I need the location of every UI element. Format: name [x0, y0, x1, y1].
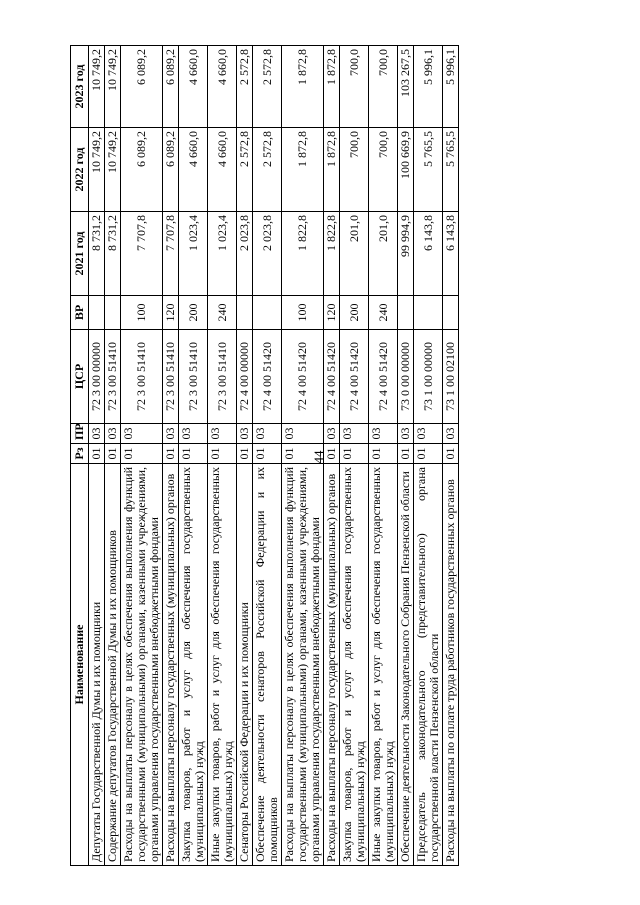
cell-pr: 03 — [89, 424, 105, 444]
cell-vr: 100 — [121, 296, 163, 330]
cell-csr: 72 3 00 51410 — [105, 330, 121, 424]
cell-2023: 4 660,0 — [208, 46, 237, 128]
cell-2022: 100 669,9 — [398, 128, 414, 212]
table-header-row — [71, 46, 89, 866]
rotated-table-container — [70, 46, 630, 866]
cell-rz: 01 — [208, 444, 237, 464]
budget-table — [70, 45, 459, 866]
cell-pr: 03 — [398, 424, 414, 444]
cell-pr: 03 — [282, 424, 324, 444]
cell-csr: 72 4 00 51420 — [253, 330, 282, 424]
cell-2021: 1 822,8 — [324, 212, 340, 296]
header-name: Наименование — [71, 464, 89, 866]
cell-pr: 03 — [340, 424, 369, 444]
header-2021: 2021 год — [71, 212, 89, 296]
cell-rz: 01 — [282, 444, 324, 464]
cell-csr: 72 4 00 51420 — [282, 330, 324, 424]
table-row — [340, 46, 369, 866]
cell-vr — [105, 296, 121, 330]
cell-2023: 2 572,8 — [253, 46, 282, 128]
cell-2021: 2 023,8 — [237, 212, 253, 296]
table-body — [89, 46, 459, 866]
cell-pr: 03 — [324, 424, 340, 444]
cell-name: Закупка товаров, работ и услуг для обеспечения государственных (муниципальных) нужд — [179, 464, 208, 866]
cell-pr: 03 — [369, 424, 398, 444]
cell-2023: 700,0 — [369, 46, 398, 128]
cell-2022: 1 872,8 — [324, 128, 340, 212]
cell-name: Закупка товаров, работ и услуг для обеспечения государственных (муниципальных) нужд — [340, 464, 369, 866]
cell-csr: 72 3 00 00000 — [89, 330, 105, 424]
cell-2022: 1 872,8 — [282, 128, 324, 212]
cell-name: Расходы на выплаты персоналу в целях обеспечения выполнения функций государственными (муниципальными) органами, казенными учреждениями, органами управления государственными внебюджетными фондами — [282, 464, 324, 866]
table-row — [282, 46, 324, 866]
cell-rz: 01 — [89, 444, 105, 464]
cell-pr: 03 — [179, 424, 208, 444]
cell-pr: 03 — [121, 424, 163, 444]
cell-2023: 1 872,8 — [324, 46, 340, 128]
cell-csr: 72 4 00 00000 — [237, 330, 253, 424]
cell-pr: 03 — [163, 424, 179, 444]
header-csr: ЦСР — [71, 330, 89, 424]
cell-2021: 6 143,8 — [443, 212, 459, 296]
header-vr: ВР — [71, 296, 89, 330]
table-row — [324, 46, 340, 866]
cell-2022: 10 749,2 — [105, 128, 121, 212]
cell-rz: 01 — [340, 444, 369, 464]
cell-2021: 201,0 — [369, 212, 398, 296]
cell-2021: 99 994,9 — [398, 212, 414, 296]
cell-2023: 4 660,0 — [179, 46, 208, 128]
cell-csr: 73 1 00 02100 — [443, 330, 459, 424]
cell-csr: 72 3 00 51410 — [121, 330, 163, 424]
page-number: 44 — [311, 450, 326, 464]
cell-vr: 120 — [324, 296, 340, 330]
cell-pr: 03 — [105, 424, 121, 444]
cell-2022: 6 089,2 — [121, 128, 163, 212]
cell-2021: 8 731,2 — [105, 212, 121, 296]
cell-name: Иные закупки товаров, работ и услуг для обеспечения государственных (муниципальных) нужд — [208, 464, 237, 866]
cell-name: Расходы на выплаты персоналу в целях обеспечения выполнения функций государственными (муниципальными) органами, казенными учреждениями, органами управления государственными внебюджетными фондами — [121, 464, 163, 866]
cell-vr: 100 — [282, 296, 324, 330]
table-row — [163, 46, 179, 866]
cell-2021: 2 023,8 — [253, 212, 282, 296]
cell-2021: 8 731,2 — [89, 212, 105, 296]
cell-rz: 01 — [443, 444, 459, 464]
table-row — [237, 46, 253, 866]
cell-name: Председатель законодательного (представительного) органа государственной власти Пензенской области — [414, 464, 443, 866]
cell-2023: 2 572,8 — [237, 46, 253, 128]
cell-name: Сенаторы Российской Федерации и их помощники — [237, 464, 253, 866]
cell-name: Расходы на выплаты персоналу государственных (муниципальных) органов — [324, 464, 340, 866]
cell-2023: 6 089,2 — [163, 46, 179, 128]
cell-2021: 6 143,8 — [414, 212, 443, 296]
cell-vr: 120 — [163, 296, 179, 330]
cell-2021: 7 707,8 — [163, 212, 179, 296]
cell-rz: 01 — [237, 444, 253, 464]
cell-csr: 72 3 00 51410 — [163, 330, 179, 424]
cell-name: Депутаты Государственной Думы и их помощники — [89, 464, 105, 866]
header-2022: 2022 год — [71, 128, 89, 212]
table-row — [121, 46, 163, 866]
cell-vr — [443, 296, 459, 330]
cell-2021: 7 707,8 — [121, 212, 163, 296]
table-row — [105, 46, 121, 866]
cell-pr: 03 — [253, 424, 282, 444]
table-row — [179, 46, 208, 866]
cell-vr — [89, 296, 105, 330]
cell-2021: 1 023,4 — [179, 212, 208, 296]
cell-2022: 4 660,0 — [208, 128, 237, 212]
table-row — [208, 46, 237, 866]
cell-rz: 01 — [163, 444, 179, 464]
cell-name: Содержание депутатов Государственной Думы и их помощников — [105, 464, 121, 866]
cell-csr: 73 1 00 00000 — [414, 330, 443, 424]
cell-name: Расходы на выплаты персоналу государственных (муниципальных) органов — [163, 464, 179, 866]
cell-vr: 240 — [369, 296, 398, 330]
cell-2023: 1 872,8 — [282, 46, 324, 128]
cell-vr — [253, 296, 282, 330]
cell-2023: 6 089,2 — [121, 46, 163, 128]
cell-csr: 72 4 00 51420 — [369, 330, 398, 424]
table-row — [398, 46, 414, 866]
cell-2022: 6 089,2 — [163, 128, 179, 212]
cell-2022: 10 749,2 — [89, 128, 105, 212]
cell-2023: 5 996,1 — [443, 46, 459, 128]
cell-rz: 01 — [414, 444, 443, 464]
cell-csr: 72 3 00 51410 — [179, 330, 208, 424]
cell-2021: 1 822,8 — [282, 212, 324, 296]
cell-rz: 01 — [324, 444, 340, 464]
cell-vr: 240 — [208, 296, 237, 330]
cell-2021: 201,0 — [340, 212, 369, 296]
cell-2022: 700,0 — [369, 128, 398, 212]
cell-rz: 01 — [253, 444, 282, 464]
cell-2023: 5 996,1 — [414, 46, 443, 128]
cell-2022: 5 765,5 — [414, 128, 443, 212]
cell-rz: 01 — [398, 444, 414, 464]
cell-2022: 700,0 — [340, 128, 369, 212]
cell-rz: 01 — [105, 444, 121, 464]
cell-name: Обеспечение деятельности сенаторов Российской Федерации и их помощников — [253, 464, 282, 866]
table-row — [89, 46, 105, 866]
cell-pr: 03 — [208, 424, 237, 444]
cell-2023: 103 267,5 — [398, 46, 414, 128]
cell-csr: 72 4 00 51420 — [340, 330, 369, 424]
table-row — [414, 46, 443, 866]
cell-2022: 2 572,8 — [237, 128, 253, 212]
cell-csr: 72 3 00 51410 — [208, 330, 237, 424]
cell-2023: 10 749,2 — [89, 46, 105, 128]
table-row — [369, 46, 398, 866]
cell-2021: 1 023,4 — [208, 212, 237, 296]
cell-pr: 03 — [443, 424, 459, 444]
cell-name: Расходы на выплаты по оплате труда работников государственных органов — [443, 464, 459, 866]
cell-csr: 73 0 00 00000 — [398, 330, 414, 424]
cell-csr: 72 4 00 51420 — [324, 330, 340, 424]
cell-name: Иные закупки товаров, работ и услуг для обеспечения государственных (муниципальных) нужд — [369, 464, 398, 866]
table-row — [443, 46, 459, 866]
header-rz: Рз — [71, 444, 89, 464]
cell-rz: 01 — [179, 444, 208, 464]
cell-rz: 01 — [369, 444, 398, 464]
cell-vr — [237, 296, 253, 330]
cell-vr: 200 — [179, 296, 208, 330]
cell-vr — [414, 296, 443, 330]
table-row — [253, 46, 282, 866]
cell-2022: 5 765,5 — [443, 128, 459, 212]
cell-pr: 03 — [237, 424, 253, 444]
cell-2023: 700,0 — [340, 46, 369, 128]
cell-2022: 4 660,0 — [179, 128, 208, 212]
cell-2022: 2 572,8 — [253, 128, 282, 212]
cell-vr — [398, 296, 414, 330]
header-pr: ПР — [71, 424, 89, 444]
cell-pr: 03 — [414, 424, 443, 444]
cell-2023: 10 749,2 — [105, 46, 121, 128]
cell-name: Обеспечение деятельности Законодательного Собрания Пензенской области — [398, 464, 414, 866]
cell-vr: 200 — [340, 296, 369, 330]
cell-rz: 01 — [121, 444, 163, 464]
header-2023: 2023 год — [71, 46, 89, 128]
